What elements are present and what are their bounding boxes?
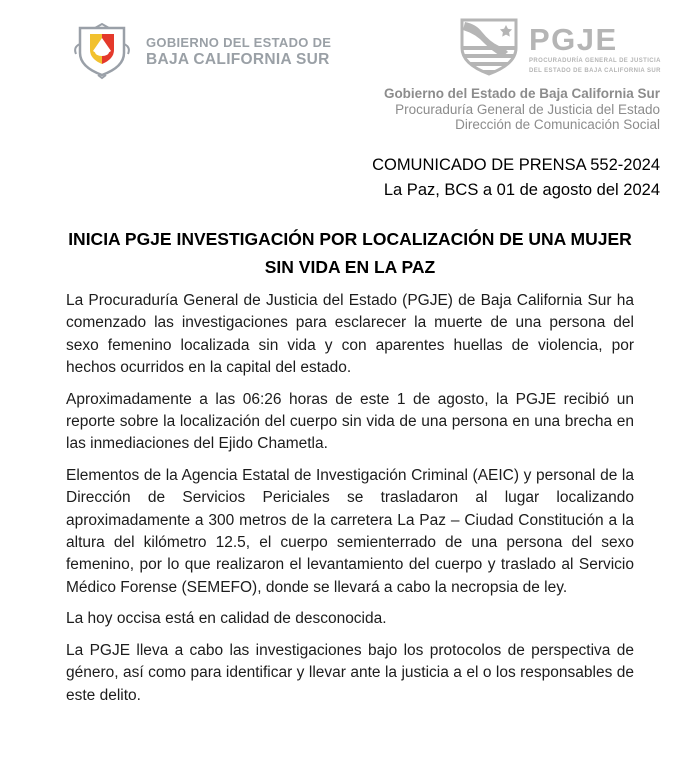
org-line1: GOBIERNO DEL ESTADO DE [146,34,332,50]
paragraph-2: Aproximadamente a las 06:26 horas de este 1 de agosto, la PGJE recibió un reporte sobre la localización del cuerpo sin vida de una persona en una brecha en las inmediaciones del Ejido Chametla. [66,390,634,453]
office-line1: Gobierno del Estado de Baja California Sur [383,86,660,101]
office-line2: Procuraduría General de Justicia del Estado [395,101,660,117]
issuing-office-block [384,86,660,133]
press-release-body [66,290,634,717]
bcs-coat-of-arms-icon [68,18,136,85]
pgje-logo [455,16,661,83]
paragraph-1: La Procuraduría General de Justicia del Estado (PGJE) de Baja California Sur ha comenzado las investigaciones para esclarecer la muerte de una persona del sexo femenino localizada sin vida y con aparentes huellas de violencia, por hechos ocurridos en la capital del estado. [66,292,634,376]
bulletin-meta [372,153,660,203]
office-line3: Dirección de Comunicación Social [455,117,660,132]
pgje-subline2: DEL ESTADO DE BAJA CALIFORNIA SUR [529,67,661,74]
pgje-acronym: PGJE [529,22,618,57]
pgje-shield-icon [455,16,523,83]
paragraph-3: Elementos de la Agencia Estatal de Investigación Criminal (AEIC) y personal de la Dirección de Servicios Periciales se trasladaron al lugar localizando aproximadamente a 300 metros de la carretera La Paz – Ciudad Constitución a la altura del kilómetro 12.5, el cuerpo semienterrado de una persona del sexo femenino, por lo que realizaron el levantamiento del cuerpo y traslado al Servicio Médico Forense (SEMEFO), donde se llevará a cabo la necropsia de ley. [66,467,634,596]
bcs-government-logo [68,18,331,85]
pgje-wordmark [529,24,661,75]
org-line2: BAJA CALIFORNIA SUR [146,50,330,68]
pgje-subline1: PROCURADURÍA GENERAL DE JUSTICIA [529,58,661,64]
paragraph-4: La hoy occisa está en calidad de desconocida. [66,610,387,628]
paragraph-5: La PGJE lleva a cabo las investigaciones bajo los protocolos de perspectiva de género, así como para identificar y llevar ante la justicia a el o los responsables de este delito. [66,642,634,704]
bulletin-number: COMUNICADO DE PRENSA 552-2024 [372,156,660,174]
press-release-title: INICIA PGJE INVESTIGACIÓN POR LOCALIZACIÓN DE UNA MUJER SIN VIDA EN LA PAZ [68,229,632,277]
dateline: La Paz, BCS a 01 de agosto del 2024 [383,181,660,199]
bcs-government-wordmark [146,35,331,69]
